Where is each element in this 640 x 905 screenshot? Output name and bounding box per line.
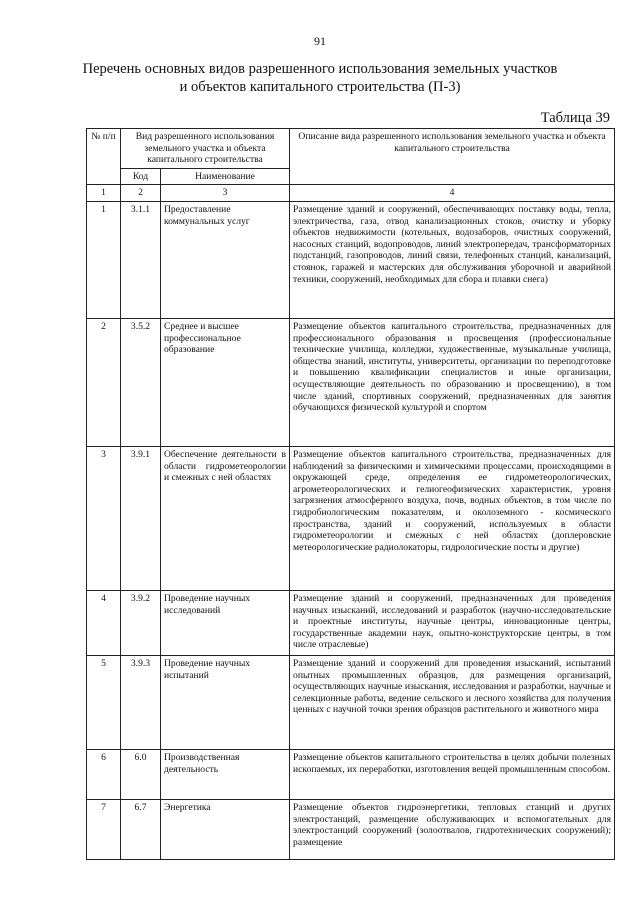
row-desc: Размещение объектов капитального строительства в целях добычи полезных ископаемых, их переработки, изготовления вещей промышленным способом.	[290, 749, 615, 799]
row-code: 3.9.1	[121, 446, 161, 590]
row-code: 3.9.2	[121, 590, 161, 655]
table-row	[87, 749, 615, 799]
header-vid: Вид разрешенного использования земельного участка и объекта капитального строительства	[121, 129, 290, 169]
row-name: Производственная деятельность	[161, 749, 290, 799]
page-number: 91	[314, 34, 326, 48]
row-desc: Размещение зданий и сооружений для проведения изысканий, испытаний опытных промышленных образцов, для размещения организаций, осуществляющих научные изыскания, исследования и разработки, научные и селекционные работы, ведение сельского и лесного хозяйства для получения ценных с научной точки зрения образцов растительного и животного мира	[290, 655, 615, 749]
land-use-table	[86, 128, 615, 860]
row-desc: Размещение объектов гидроэнергетики, тепловых станций и других электростанций, размещение обслуживающих и вспомогательных для электростанций сооружений (золоотвалов, гидротехнических сооружений); размещение	[290, 799, 615, 859]
row-desc: Размещение объектов капитального строительства, предназначенных для профессионального образования и просвещения (профессиональные технические училища, колледжи, художественные, музыкальные училища, общества знаний, институты, университеты, организации по переподготовке и повышению квалификации специалистов и иные организации, осуществляющие деятельность по образованию и просвещению), в том числе зданий, спортивных сооружений, предназначенных для занятия обучающихся физической культурой и спортом	[290, 318, 615, 446]
row-name: Энергетика	[161, 799, 290, 859]
row-code: 3.1.1	[121, 201, 161, 318]
page-title	[40, 60, 600, 96]
row-name: Обеспечение деятельности в области гидрометеорологии и смежных с ней областях	[161, 446, 290, 590]
row-desc: Размещение объектов капитального строительства, предназначенных для наблюдений за физическими и химическими процессами, происходящими в окружающей среде, определения ее гидрометеорологических, агрометеорологических и гелиогеофизических характеристик, уровня загрязнения атмосферного воздуха, почв, водных объектов, в том числе по гидробиологическим показателям, и околоземного - космического пространства, зданий и сооружений, используемых в области гидрометеорологии и смежных с ней областях (доплеровские метеорологические радиолокаторы, гидрологические посты и другие)	[290, 446, 615, 590]
row-name: Среднее и высшее профессиональное образование	[161, 318, 290, 446]
row-num: 7	[87, 799, 121, 859]
row-code: 3.9.3	[121, 655, 161, 749]
row-name: Проведение научных исследований	[161, 590, 290, 655]
header-num: № п/п	[87, 129, 121, 185]
table-row	[87, 446, 615, 590]
row-num: 2	[87, 318, 121, 446]
row-name: Проведение научных испытаний	[161, 655, 290, 749]
row-num: 3	[87, 446, 121, 590]
title-line-1: Перечень основных видов разрешенного использования земельных участков	[82, 61, 558, 77]
header-number-3: 3	[161, 185, 290, 202]
row-num: 6	[87, 749, 121, 799]
table-row	[87, 799, 615, 859]
row-num: 5	[87, 655, 121, 749]
row-num: 1	[87, 201, 121, 318]
row-code: 3.5.2	[121, 318, 161, 446]
header-number-4: 4	[290, 185, 615, 202]
header-name: Наименование	[161, 168, 290, 185]
table-label: Таблица 39	[540, 110, 610, 126]
table-row	[87, 655, 615, 749]
row-desc: Размещение зданий и сооружений, обеспечивающих поставку воды, тепла, электричества, газа, отвод канализационных стоков, очистку и уборку объектов недвижимости (котельных, водозаборов, очистных сооружений, насосных станций, водопроводов, линий электропередач, трансформаторных подстанций, газопроводов, линий связи, телефонных станций, канализаций, стоянок, гаражей и мастерских для обслуживания уборочной и аварийной техники, сооружений, необходимых для сбора и плавки снега)	[290, 201, 615, 318]
row-code: 6.7	[121, 799, 161, 859]
table-row	[87, 201, 615, 318]
row-desc: Размещение зданий и сооружений, предназначенных для проведения научных изысканий, исследований и разработок (научно-исследовательские и проектные институты, научные центры, инновационные центры, государственные академии наук, опытно-конструкторские центры, в том числе отраслевые)	[290, 590, 615, 655]
table-row	[87, 318, 615, 446]
title-line-2: и объектов капитального строительства (П-3)	[179, 79, 461, 95]
header-number-1: 1	[87, 185, 121, 202]
row-name: Предоставление коммунальных услуг	[161, 201, 290, 318]
header-number-2: 2	[121, 185, 161, 202]
header-code: Код	[121, 168, 161, 185]
row-code: 6.0	[121, 749, 161, 799]
table-row	[87, 590, 615, 655]
header-desc: Описание вида разрешенного использования земельного участка и объекта капитального строительства	[290, 129, 615, 185]
row-num: 4	[87, 590, 121, 655]
